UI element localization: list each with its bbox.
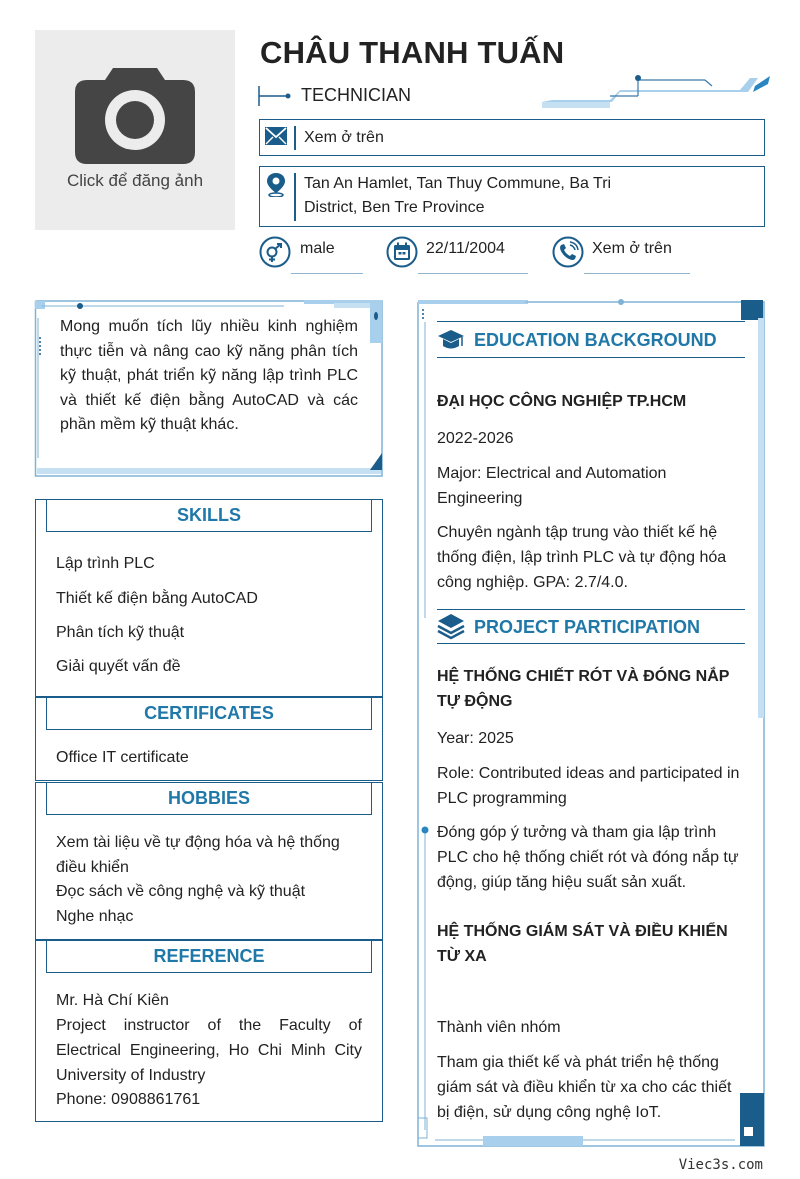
certificate-item: Office IT certificate [56,749,189,766]
mail-icon [265,127,287,145]
camera-icon [75,60,195,165]
hobbies-title: HOBBIES [46,782,372,815]
photo-caption: Click để đăng ảnh [66,171,204,190]
address-line-2: District, Ben Tre Province [304,199,485,216]
phone-value: Xem ở trên [592,240,672,257]
gender-value: male [300,240,335,257]
project-description: Đóng góp ý tưởng và tham gia lập trình PLC cho hệ thống chiết rót và đóng nắp tự động, giúp tăng hiệu suất sản xuất. [437,824,739,891]
reference-phone: Phone: 0908861761 [56,1091,201,1108]
education-major: Major: Electrical and Automation Engineering [437,465,667,507]
title-line-decoration [258,86,294,106]
phone-icon [552,236,584,268]
hobby-item: Đọc sách về công nghệ và kỹ thuật [56,883,306,900]
certificates-title: CERTIFICATES [46,697,372,730]
birthday-value: 22/11/2004 [426,240,505,257]
address-line-1: Tan An Hamlet, Tan Thuy Commune, Ba Tri [304,175,612,192]
reference-position: Project instructor of the Faculty of Electrical Engineering, Ho Chi Minh City University of Industry [56,1017,362,1084]
layers-icon [437,612,465,640]
skill-item: Phân tích kỹ thuật [56,624,185,641]
gender-icon [259,236,291,268]
skills-title: SKILLS [46,499,372,532]
skill-item: Thiết kế điện bằng AutoCAD [56,590,258,607]
education-title: EDUCATION BACKGROUND [474,330,717,350]
location-pin-icon [266,173,286,197]
reference-title: REFERENCE [46,940,372,973]
project-role: Thành viên nhóm [437,1019,561,1036]
project-role: Role: Contributed ideas and participated in PLC programming [437,765,740,807]
school-name: ĐẠI HỌC CÔNG NGHIỆP TP.HCM [437,393,687,410]
circuit-decoration [540,72,772,114]
education-years: 2022-2026 [437,430,514,447]
project-name: HỆ THỐNG CHIẾT RÓT VÀ ĐÓNG NẮP TỰ ĐỘNG [437,668,730,710]
hobby-item: Xem tài liệu về tự động hóa và hệ thống điều khiển [56,834,340,876]
project-name: HỆ THỐNG GIÁM SÁT VÀ ĐIỀU KHIỂN TỪ XA [437,923,728,965]
graduation-cap-icon [437,328,465,352]
reference-name: Mr. Hà Chí Kiên [56,992,169,1009]
education-description: Chuyên ngành tập trung vào thiết kế hệ thống điện, lập trình PLC và tự động hóa công nghiệp. GPA: 2.7/4.0. [437,524,727,591]
project-description: Tham gia thiết kế và phát triển hệ thống giám sát và điều khiển từ xa cho các thiết bị điện, sử dụng công nghệ IoT. [437,1054,732,1121]
candidate-name: CHÂU THANH TUẤN [260,35,565,70]
avatar-upload[interactable] [35,30,235,230]
objective-text: Mong muốn tích lũy nhiều kinh nghiệm thực tiễn và nâng cao kỹ năng phân tích kỹ thuật, phát triển kỹ năng lập trình PLC và thiết kế điện bằng AutoCAD và các phần mềm kỹ thuật khác. [60,318,358,433]
email-row [259,119,765,156]
job-title: TECHNICIAN [301,85,412,105]
skill-item: Lập trình PLC [56,555,155,572]
hobby-item: Nghe nhạc [56,908,134,925]
address-row [259,166,765,227]
email-value: Xem ở trên [304,129,384,146]
calendar-icon [386,236,418,268]
projects-title: PROJECT PARTICIPATION [474,617,701,637]
project-year: Year: 2025 [437,730,514,747]
skill-item: Giải quyết vấn đề [56,658,181,675]
watermark: Viec3s.com [678,1157,763,1173]
